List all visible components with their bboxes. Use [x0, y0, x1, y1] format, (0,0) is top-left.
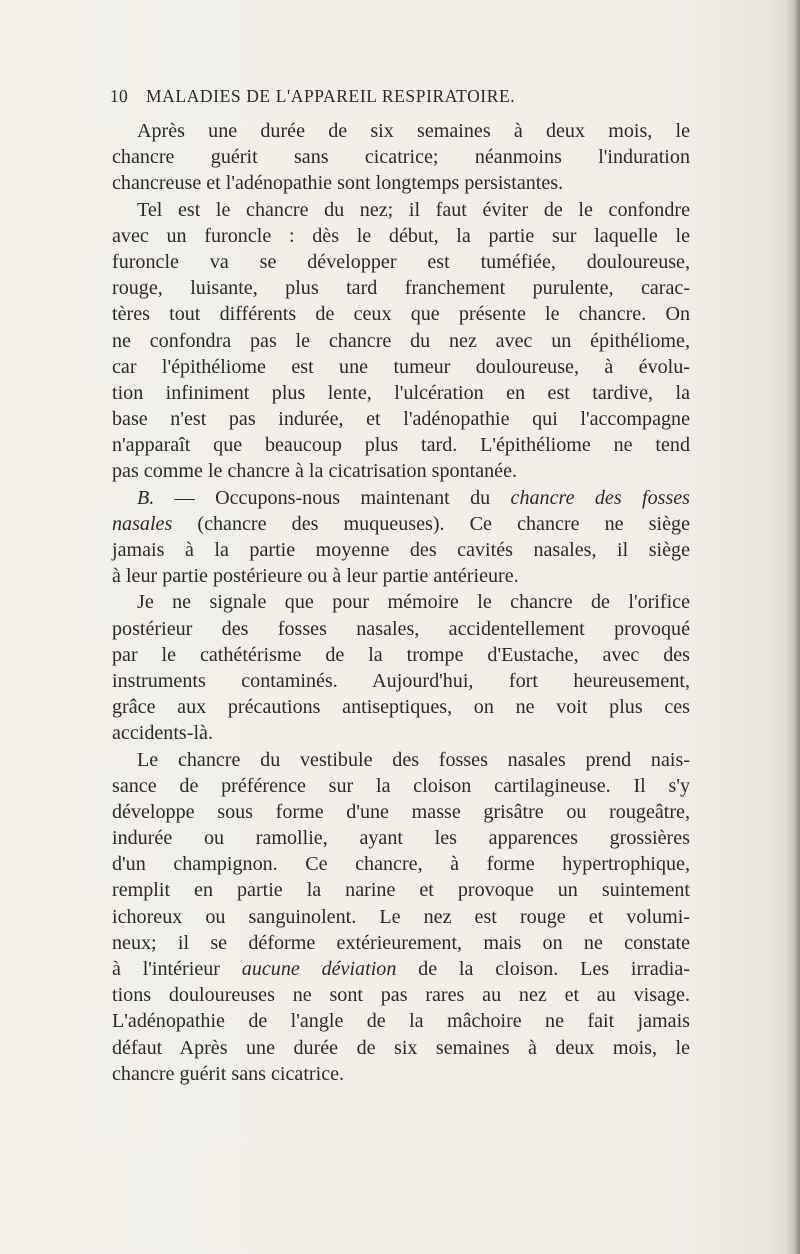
text-line: indurée ou ramollie, ayant les apparences grossières — [112, 827, 690, 850]
text-line: développe sous forme d'une masse grisâtre ou rougeâtre, — [112, 800, 690, 823]
text-line: Après une durée de six semaines à deux mois, le — [137, 120, 690, 142]
text-line: Le chancre du vestibule des fosses nasales prend nais- — [137, 748, 690, 771]
text-line: Je ne signale que pour mémoire le chancre de l'orifice — [137, 591, 690, 614]
body-text — [112, 118, 690, 1087]
text-line: rouge, luisante, plus tard franchement purulente, carac- — [112, 277, 690, 300]
text-line: postérieur des fosses nasales, accidentellement provoqué — [112, 617, 690, 640]
text-line: d'un champignon. Ce chancre, à forme hypertrophique, — [112, 853, 690, 876]
text-line: base n'est pas indurée, et l'adénopathie qui l'accompagne — [112, 408, 690, 431]
text-line: chancre guérit sans cicatrice. — [112, 1062, 345, 1085]
text-line: pas comme le chancre à la cicatrisation spontanée. — [112, 460, 518, 483]
text-line: instruments contaminés. Aujourd'hui, fort heureusement, — [112, 669, 690, 692]
text-line: Tel est le chancre du nez; il faut éviter de le confondre — [137, 198, 690, 221]
text-line: chancre guérit sans cicatrice; néanmoins l'induration — [112, 146, 690, 169]
text-line: à leur partie postérieure ou à leur partie antérieure. — [112, 565, 519, 588]
text-line: jamais à la partie moyenne des cavités nasales, il siège — [112, 539, 690, 561]
section-title-italic: chancre des fosses — [510, 486, 691, 509]
text-line: tion infiniment plus lente, l'ulcération en est tardive, la — [112, 381, 690, 404]
running-header — [110, 86, 690, 112]
italic-phrase: aucune déviation — [241, 958, 397, 980]
text-segment: à l'intérieur — [112, 958, 220, 980]
text-line: remplit en partie la narine et provoque un suintement — [112, 879, 690, 902]
section-intro: — Occupons-nous maintenant du — [174, 486, 491, 509]
text-line: neux; il se déforme extérieurement, mais on ne constate — [112, 931, 690, 954]
section-title-italic-cont: nasales — [112, 512, 173, 535]
text-line: car l'épithéliome est une tumeur douloureuse, à évolu- — [112, 355, 690, 378]
running-title: MALADIES DE L'APPAREIL RESPIRATOIRE. — [146, 86, 516, 106]
text-line: ne confondra pas le chancre du nez avec un épithéliome, — [112, 329, 690, 352]
text-line: L'adénopathie de l'angle de la mâchoire ne fait jamais — [112, 1010, 690, 1033]
text-line-italic-mix — [112, 956, 690, 982]
text-line: n'apparaît que beaucoup plus tard. L'épithéliome ne tend — [112, 434, 690, 457]
section-label: B. — [137, 486, 155, 509]
page-edge-shadow — [786, 0, 800, 1254]
text-segment: de la cloison. Les irradia- — [418, 958, 690, 980]
text-line-section-b-cont — [112, 511, 690, 537]
page-number: 10 — [110, 86, 128, 106]
text-segment: (chancre des muqueuses). Ce chancre ne siège — [197, 512, 690, 535]
text-line: tères tout différents de ceux que présente le chancre. On — [112, 303, 690, 326]
text-line: par le cathétérisme de la trompe d'Eustache, avec des — [112, 643, 690, 666]
text-line: grâce aux précautions antiseptiques, on ne voit plus ces — [112, 696, 690, 719]
text-line: accidents-là. — [112, 722, 213, 745]
text-line-section-b — [112, 485, 690, 511]
text-line: ichoreux ou sanguinolent. Le nez est rouge et volumi- — [112, 905, 690, 928]
text-line: tions douloureuses ne sont pas rares au nez et au visage. — [112, 984, 690, 1007]
text-line: sance de préférence sur la cloison cartilagineuse. Il s'y — [112, 774, 690, 797]
text-line: avec un furoncle : dès le début, la partie sur laquelle le — [112, 224, 690, 247]
text-line: chancreuse et l'adénopathie sont longtemps persistantes. — [112, 172, 564, 195]
text-line: défaut Après une durée de six semaines à deux mois, le — [112, 1036, 690, 1059]
text-line: furoncle va se développer est tuméfiée, douloureuse, — [112, 250, 690, 273]
